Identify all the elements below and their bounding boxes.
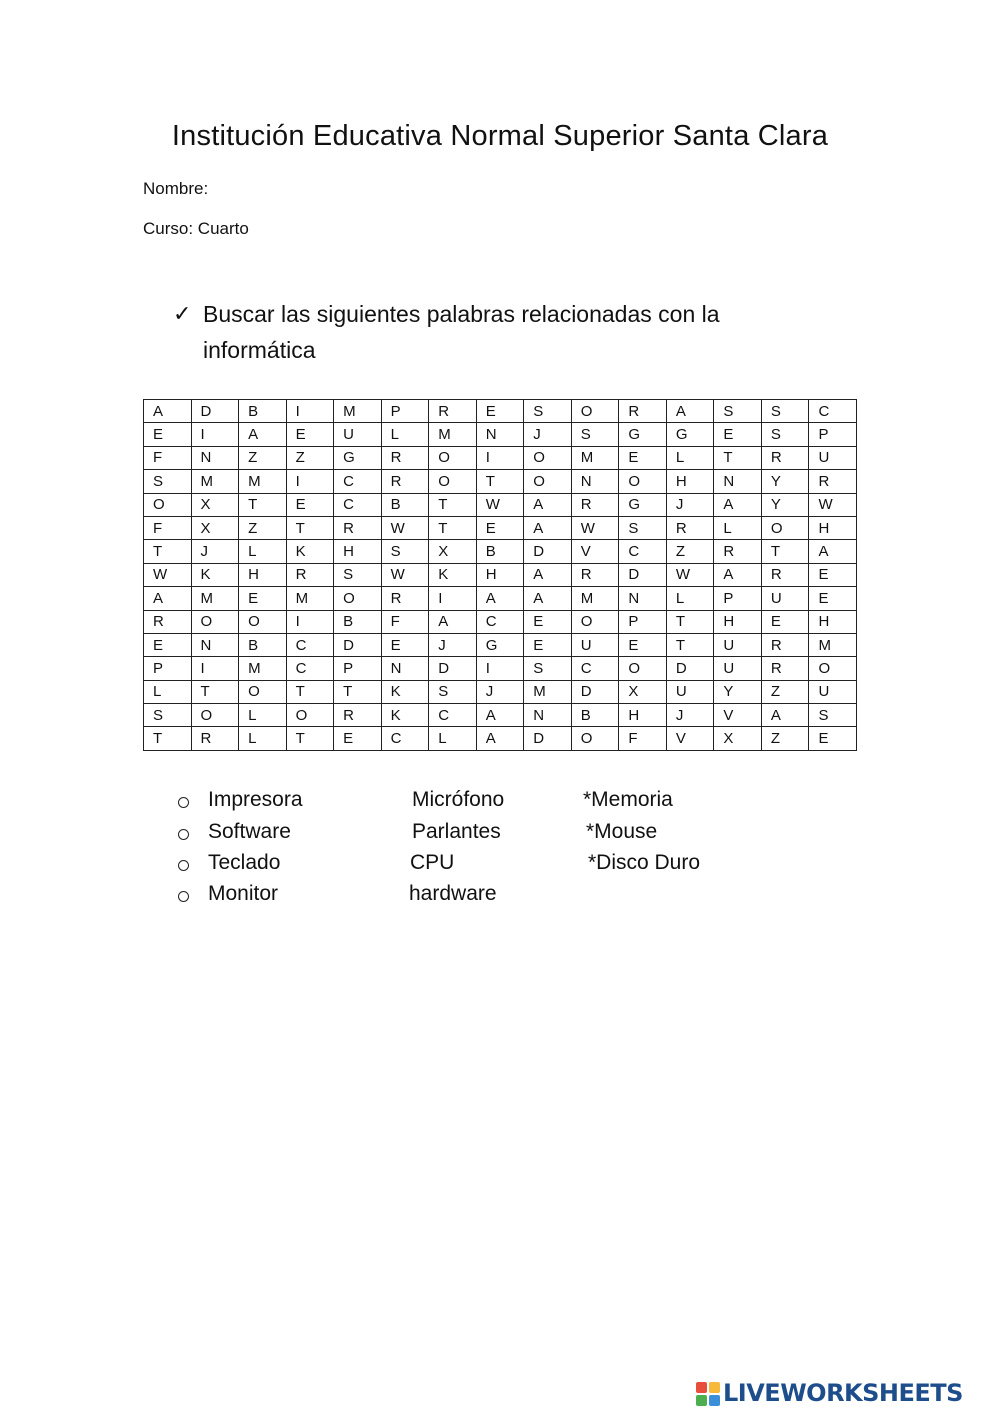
grid-cell[interactable]: L (239, 727, 287, 750)
grid-cell[interactable]: T (714, 446, 762, 469)
grid-cell[interactable]: A (524, 587, 572, 610)
grid-cell[interactable]: M (429, 423, 477, 446)
grid-cell[interactable]: X (191, 493, 239, 516)
circle-bullet-icon (178, 891, 189, 902)
grid-cell[interactable]: S (619, 516, 667, 539)
grid-cell[interactable]: O (809, 657, 857, 680)
curso-label: Curso: Cuarto (143, 219, 249, 238)
word-item: Software (208, 820, 291, 843)
grid-cell[interactable]: T (666, 633, 714, 656)
grid-cell[interactable]: A (476, 704, 524, 727)
circle-bullet-icon (178, 797, 189, 808)
grid-cell[interactable]: C (381, 727, 429, 750)
grid-cell[interactable]: T (286, 727, 334, 750)
grid-cell[interactable]: S (714, 400, 762, 423)
grid-cell[interactable]: D (334, 633, 382, 656)
grid-cell[interactable]: E (381, 633, 429, 656)
grid-cell[interactable]: H (809, 516, 857, 539)
grid-cell[interactable]: R (761, 657, 809, 680)
grid-cell[interactable]: M (191, 587, 239, 610)
word-item: Parlantes (412, 820, 501, 843)
grid-cell[interactable]: T (286, 680, 334, 703)
grid-row (144, 680, 857, 703)
grid-cell[interactable]: J (476, 680, 524, 703)
grid-cell[interactable]: N (524, 704, 572, 727)
grid-cell[interactable]: S (334, 563, 382, 586)
grid-cell[interactable]: S (524, 400, 572, 423)
grid-cell[interactable]: M (334, 400, 382, 423)
grid-cell[interactable]: B (571, 704, 619, 727)
grid-cell[interactable]: S (761, 423, 809, 446)
grid-cell[interactable]: R (381, 587, 429, 610)
grid-cell[interactable]: E (239, 587, 287, 610)
grid-cell[interactable]: O (286, 704, 334, 727)
grid-cell[interactable]: O (524, 446, 572, 469)
grid-cell[interactable]: E (524, 610, 572, 633)
grid-cell[interactable]: L (666, 587, 714, 610)
grid-cell[interactable]: O (571, 727, 619, 750)
grid-cell[interactable]: X (714, 727, 762, 750)
grid-cell[interactable]: T (476, 470, 524, 493)
grid-cell[interactable]: I (476, 446, 524, 469)
grid-cell[interactable]: W (571, 516, 619, 539)
grid-cell[interactable]: F (619, 727, 667, 750)
grid-cell[interactable]: E (144, 633, 192, 656)
grid-cell[interactable]: M (524, 680, 572, 703)
grid-cell[interactable]: R (619, 400, 667, 423)
grid-cell[interactable]: H (619, 704, 667, 727)
grid-cell[interactable]: R (144, 610, 192, 633)
grid-cell[interactable]: X (191, 516, 239, 539)
grid-row (144, 563, 857, 586)
grid-cell[interactable]: I (191, 657, 239, 680)
grid-cell[interactable]: T (334, 680, 382, 703)
grid-cell[interactable]: M (286, 587, 334, 610)
grid-cell[interactable]: N (191, 446, 239, 469)
grid-cell[interactable]: S (571, 423, 619, 446)
grid-cell[interactable]: J (666, 704, 714, 727)
grid-cell[interactable]: H (476, 563, 524, 586)
grid-cell[interactable]: U (666, 680, 714, 703)
grid-cell[interactable]: D (191, 400, 239, 423)
grid-cell[interactable]: E (809, 587, 857, 610)
grid-cell[interactable]: E (476, 400, 524, 423)
grid-cell[interactable]: O (761, 516, 809, 539)
grid-cell[interactable]: Z (286, 446, 334, 469)
grid-cell[interactable]: A (429, 610, 477, 633)
grid-cell[interactable]: Z (761, 727, 809, 750)
grid-cell[interactable]: M (571, 587, 619, 610)
grid-cell[interactable]: L (239, 704, 287, 727)
grid-cell[interactable]: A (144, 587, 192, 610)
grid-cell[interactable]: E (809, 727, 857, 750)
grid-cell[interactable]: V (666, 727, 714, 750)
grid-cell[interactable]: T (144, 540, 192, 563)
grid-cell[interactable]: L (381, 423, 429, 446)
grid-cell[interactable]: H (809, 610, 857, 633)
grid-cell[interactable]: O (429, 470, 477, 493)
grid-cell[interactable]: O (191, 704, 239, 727)
word-list-row (178, 851, 778, 881)
grid-cell[interactable]: X (619, 680, 667, 703)
grid-cell[interactable]: L (239, 540, 287, 563)
grid-cell[interactable]: T (429, 493, 477, 516)
grid-cell[interactable]: F (144, 446, 192, 469)
grid-row (144, 446, 857, 469)
grid-cell[interactable]: V (571, 540, 619, 563)
grid-cell[interactable]: P (714, 587, 762, 610)
grid-cell[interactable]: K (429, 563, 477, 586)
word-item: *Disco Duro (588, 851, 701, 874)
grid-cell[interactable]: S (809, 704, 857, 727)
word-list-row (178, 820, 778, 850)
grid-cell[interactable]: D (524, 727, 572, 750)
word-item: Teclado (208, 851, 281, 874)
grid-cell[interactable]: R (429, 400, 477, 423)
grid-cell[interactable]: F (144, 516, 192, 539)
grid-cell[interactable]: K (381, 680, 429, 703)
grid-cell[interactable]: E (286, 423, 334, 446)
word-item: *Mouse (586, 820, 658, 843)
checkmark-icon: ✓ (173, 301, 192, 326)
grid-cell[interactable]: E (761, 610, 809, 633)
grid-cell[interactable]: R (761, 563, 809, 586)
grid-cell[interactable]: R (761, 446, 809, 469)
liveworksheets-logo-icon (696, 1382, 720, 1406)
grid-cell[interactable]: K (191, 563, 239, 586)
grid-cell[interactable]: W (381, 563, 429, 586)
grid-cell[interactable]: B (381, 493, 429, 516)
word-list-row (178, 788, 778, 818)
grid-cell[interactable]: R (571, 563, 619, 586)
grid-cell[interactable]: Y (761, 470, 809, 493)
grid-cell[interactable]: R (381, 470, 429, 493)
grid-cell[interactable]: S (761, 400, 809, 423)
grid-cell[interactable]: U (809, 446, 857, 469)
word-item: Monitor (208, 882, 279, 905)
grid-cell[interactable]: O (191, 610, 239, 633)
grid-cell[interactable]: P (144, 657, 192, 680)
grid-cell[interactable]: P (619, 610, 667, 633)
grid-cell[interactable]: S (524, 657, 572, 680)
grid-cell[interactable]: I (191, 423, 239, 446)
grid-cell[interactable]: D (619, 563, 667, 586)
grid-cell[interactable]: N (191, 633, 239, 656)
grid-cell[interactable]: R (381, 446, 429, 469)
grid-cell[interactable]: O (239, 610, 287, 633)
grid-cell[interactable]: T (144, 727, 192, 750)
grid-cell[interactable]: J (666, 493, 714, 516)
grid-cell[interactable]: B (239, 633, 287, 656)
circle-bullet-icon (178, 860, 189, 871)
grid-cell[interactable]: L (429, 727, 477, 750)
grid-row (144, 400, 857, 423)
grid-cell[interactable]: U (714, 633, 762, 656)
grid-cell[interactable]: W (809, 493, 857, 516)
grid-cell[interactable]: H (239, 563, 287, 586)
grid-cell[interactable]: R (286, 563, 334, 586)
word-list (178, 788, 778, 918)
grid-cell[interactable]: O (334, 587, 382, 610)
nombre-label: Nombre: (143, 179, 209, 198)
grid-cell[interactable]: D (666, 657, 714, 680)
word-item: Micrófono (412, 788, 505, 811)
grid-cell[interactable]: A (761, 704, 809, 727)
grid-cell[interactable]: O (524, 470, 572, 493)
watermark-text: LIVEWORKSHEETS (723, 1379, 963, 1407)
grid-cell[interactable]: M (239, 657, 287, 680)
grid-cell[interactable]: B (334, 610, 382, 633)
grid-cell[interactable]: A (476, 587, 524, 610)
grid-row (144, 704, 857, 727)
grid-cell[interactable]: I (286, 470, 334, 493)
grid-cell[interactable]: T (761, 540, 809, 563)
grid-cell[interactable]: W (476, 493, 524, 516)
grid-cell[interactable]: L (714, 516, 762, 539)
grid-cell[interactable]: W (666, 563, 714, 586)
word-search-grid (143, 399, 857, 751)
grid-cell[interactable]: A (524, 516, 572, 539)
grid-cell[interactable]: D (524, 540, 572, 563)
grid-cell[interactable]: E (714, 423, 762, 446)
grid-cell[interactable]: T (239, 493, 287, 516)
grid-cell[interactable]: Y (714, 680, 762, 703)
grid-cell[interactable]: N (619, 587, 667, 610)
grid-cell[interactable]: V (714, 704, 762, 727)
grid-cell[interactable]: E (524, 633, 572, 656)
grid-cell[interactable]: T (191, 680, 239, 703)
grid-cell[interactable]: S (429, 680, 477, 703)
grid-cell[interactable]: G (619, 493, 667, 516)
grid-cell[interactable]: C (429, 704, 477, 727)
grid-row (144, 470, 857, 493)
grid-cell[interactable]: U (571, 633, 619, 656)
grid-cell[interactable]: Z (239, 446, 287, 469)
grid-cell[interactable]: W (144, 563, 192, 586)
grid-cell[interactable]: R (571, 493, 619, 516)
grid-cell[interactable]: A (809, 540, 857, 563)
grid-cell[interactable]: Z (239, 516, 287, 539)
grid-cell[interactable]: M (191, 470, 239, 493)
grid-cell[interactable]: L (144, 680, 192, 703)
grid-cell[interactable]: U (809, 680, 857, 703)
grid-cell[interactable]: C (809, 400, 857, 423)
grid-cell[interactable]: J (429, 633, 477, 656)
grid-cell[interactable]: J (191, 540, 239, 563)
grid-cell[interactable]: S (144, 704, 192, 727)
grid-cell[interactable]: H (666, 470, 714, 493)
grid-cell[interactable]: C (619, 540, 667, 563)
circle-bullet-icon (178, 829, 189, 840)
grid-cell[interactable]: D (429, 657, 477, 680)
grid-row (144, 493, 857, 516)
grid-cell[interactable]: X (429, 540, 477, 563)
grid-cell[interactable]: E (286, 493, 334, 516)
grid-cell[interactable]: H (334, 540, 382, 563)
grid-cell[interactable]: A (144, 400, 192, 423)
grid-cell[interactable]: Z (666, 540, 714, 563)
grid-cell[interactable]: I (286, 610, 334, 633)
grid-cell[interactable]: A (666, 400, 714, 423)
grid-row (144, 587, 857, 610)
grid-cell[interactable]: R (191, 727, 239, 750)
liveworksheets-watermark (696, 1377, 996, 1411)
grid-cell[interactable]: G (619, 423, 667, 446)
grid-row (144, 423, 857, 446)
grid-cell[interactable]: N (571, 470, 619, 493)
grid-cell[interactable]: S (144, 470, 192, 493)
grid-cell[interactable]: L (666, 446, 714, 469)
grid-cell[interactable]: B (476, 540, 524, 563)
grid-cell[interactable]: E (334, 727, 382, 750)
grid-cell[interactable]: O (239, 680, 287, 703)
grid-cell[interactable]: R (334, 704, 382, 727)
grid-cell[interactable]: G (476, 633, 524, 656)
instruction-text: Buscar las siguientes palabras relacionadas con la informática (203, 301, 720, 363)
grid-row (144, 610, 857, 633)
grid-cell[interactable]: A (476, 727, 524, 750)
grid-cell[interactable]: I (429, 587, 477, 610)
grid-cell[interactable]: R (666, 516, 714, 539)
grid-cell[interactable]: B (239, 400, 287, 423)
grid-cell[interactable]: T (666, 610, 714, 633)
word-item: Impresora (208, 788, 303, 811)
grid-cell[interactable]: E (809, 563, 857, 586)
grid-cell[interactable]: M (239, 470, 287, 493)
grid-cell[interactable]: A (714, 563, 762, 586)
grid-cell[interactable]: R (334, 516, 382, 539)
grid-cell[interactable]: E (619, 633, 667, 656)
grid-cell[interactable]: U (761, 587, 809, 610)
grid-cell[interactable]: C (334, 470, 382, 493)
grid-cell[interactable]: Y (761, 493, 809, 516)
grid-cell[interactable]: R (809, 470, 857, 493)
grid-cell[interactable]: E (144, 423, 192, 446)
word-item: *Memoria (583, 788, 673, 811)
grid-cell[interactable]: U (714, 657, 762, 680)
grid-cell[interactable]: R (761, 633, 809, 656)
grid-cell[interactable]: C (286, 657, 334, 680)
grid-row (144, 516, 857, 539)
grid-cell[interactable]: N (476, 423, 524, 446)
grid-cell[interactable]: K (286, 540, 334, 563)
grid-cell[interactable]: C (476, 610, 524, 633)
grid-row (144, 540, 857, 563)
grid-cell[interactable]: H (714, 610, 762, 633)
grid-cell[interactable]: A (239, 423, 287, 446)
word-item: CPU (410, 851, 455, 874)
grid-cell[interactable]: O (571, 610, 619, 633)
grid-cell[interactable]: U (334, 423, 382, 446)
grid-cell[interactable]: S (381, 540, 429, 563)
grid-cell[interactable]: C (571, 657, 619, 680)
grid-cell[interactable]: T (286, 516, 334, 539)
grid-cell[interactable]: O (571, 400, 619, 423)
grid-cell[interactable]: K (381, 704, 429, 727)
grid-cell[interactable]: O (619, 657, 667, 680)
grid-cell[interactable]: P (334, 657, 382, 680)
grid-cell[interactable]: Z (761, 680, 809, 703)
grid-cell[interactable]: N (714, 470, 762, 493)
grid-cell[interactable]: E (476, 516, 524, 539)
grid-cell[interactable]: T (429, 516, 477, 539)
grid-cell[interactable]: I (286, 400, 334, 423)
grid-cell[interactable]: A (524, 493, 572, 516)
grid-row (144, 657, 857, 680)
grid-cell[interactable]: D (571, 680, 619, 703)
grid-cell[interactable]: J (524, 423, 572, 446)
word-item: hardware (409, 882, 497, 905)
grid-cell[interactable]: G (666, 423, 714, 446)
grid-cell[interactable]: F (381, 610, 429, 633)
grid-cell[interactable]: M (809, 633, 857, 656)
grid-cell[interactable]: E (619, 446, 667, 469)
grid-cell[interactable]: N (381, 657, 429, 680)
grid-row (144, 727, 857, 750)
grid-cell[interactable]: I (476, 657, 524, 680)
word-list-row (178, 882, 778, 912)
grid-cell[interactable]: C (334, 493, 382, 516)
grid-cell[interactable]: M (571, 446, 619, 469)
grid-cell[interactable]: O (619, 470, 667, 493)
grid-cell[interactable]: G (334, 446, 382, 469)
grid-cell[interactable]: A (714, 493, 762, 516)
grid-cell[interactable]: P (809, 423, 857, 446)
grid-cell[interactable]: C (286, 633, 334, 656)
page-title: Institución Educativa Normal Superior Santa Clara (171, 120, 829, 152)
grid-cell[interactable]: W (381, 516, 429, 539)
grid-cell[interactable]: P (381, 400, 429, 423)
grid-cell[interactable]: O (144, 493, 192, 516)
grid-row (144, 633, 857, 656)
grid-cell[interactable]: O (429, 446, 477, 469)
grid-cell[interactable]: R (714, 540, 762, 563)
grid-cell[interactable]: A (524, 563, 572, 586)
